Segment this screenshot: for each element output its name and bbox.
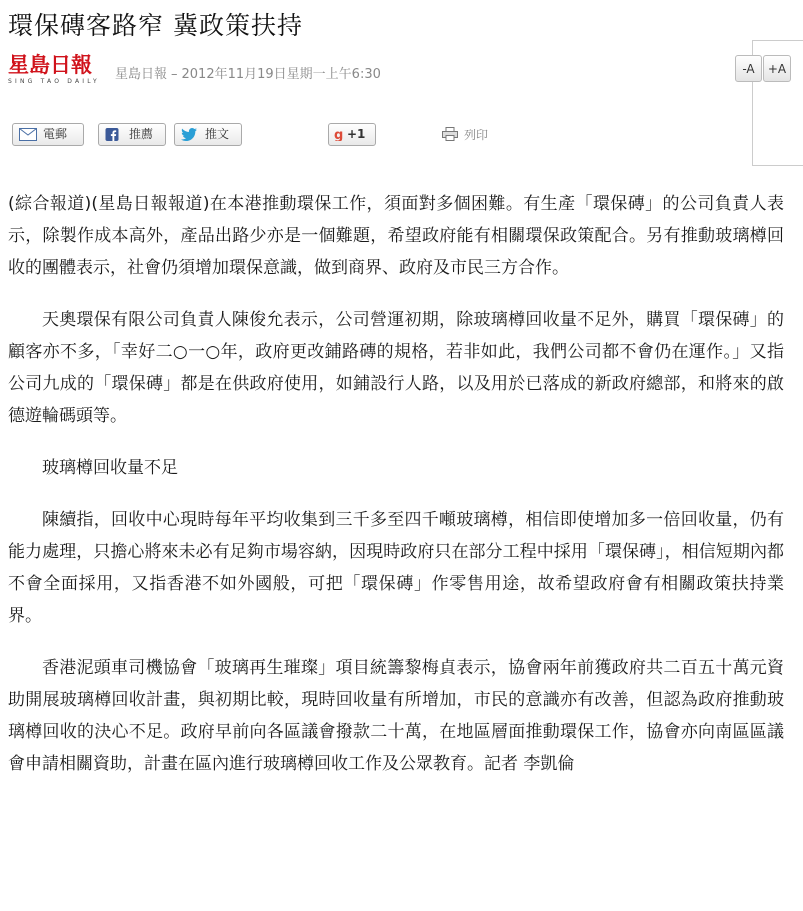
- logo-wordmark: 星島日報: [8, 53, 92, 77]
- facebook-icon: [105, 128, 119, 141]
- byline-date: 2012年11月19日星期一上午6:30: [181, 67, 381, 82]
- facebook-recommend-button[interactable]: [98, 123, 166, 146]
- logo-subtext: SING TAO DAILY: [8, 78, 100, 85]
- google-plus-label: +1: [347, 127, 366, 141]
- sing-tao-logo: [8, 54, 104, 90]
- email-button[interactable]: [12, 123, 84, 146]
- article-paragraph: 天奧環保有限公司負責人陳俊允表示，公司營運初期，除玻璃樽回收量不足外，購買「環保磚」的顧客亦不多，「幸好二○一○年，政府更改鋪路磚的規格，若非如此，我們公司都不會仍在運作。」又指公司九成的「環保磚」都是在供政府使用，如鋪設行人路，以及用於已落成的新政府總部，和將來的啟德遊輪碼頭等。: [8, 310, 784, 426]
- share-toolbar: [8, 120, 748, 150]
- font-size-panel: [742, 40, 803, 166]
- article-paragraph: 陳續指，回收中心現時每年平均收集到三千多至四千噸玻璃樽，相信即使增加多一倍回收量，仍有能力處理，只擔心將來未必有足夠市場容納，因現時政府只在部分工程中採用「環保磚」，相信短期內都不會全面採用，又指香港不如外國般，可把「環保磚」作零售用途，故希望政府會有相關政策扶持業界。: [8, 510, 784, 626]
- byline-meta: [115, 63, 381, 82]
- envelope-icon: [19, 128, 37, 141]
- twitter-tweet-button[interactable]: [174, 123, 242, 146]
- byline-source: 星島日報: [115, 67, 168, 82]
- byline-separator: –: [171, 67, 178, 82]
- facebook-label: 推薦: [129, 127, 154, 141]
- twitter-label: 推文: [205, 127, 230, 141]
- email-label: 電郵: [43, 127, 68, 141]
- article-subheading: 玻璃樽回收量不足: [42, 458, 178, 478]
- twitter-bird-icon: [181, 128, 197, 141]
- byline: [8, 54, 748, 90]
- print-label: 列印: [464, 128, 489, 142]
- svg-text:g: g: [334, 128, 344, 141]
- printer-icon: [442, 127, 458, 141]
- google-plus-icon: [334, 128, 344, 141]
- google-plus-one-button[interactable]: [328, 123, 376, 146]
- article-paragraph: 香港泥頭車司機協會「玻璃再生璀璨」項目統籌黎梅貞表示，協會兩年前獲政府共二百五十萬元資助開展玻璃樽回收計畫，與初期比較，現時回收量有所增加，市民的意識亦有改善，但認為政府推動玻璃樽回收的決心不足。政府早前向各區議會撥款二十萬，在地區層面推動環保工作，協會亦向南區區議會申請相關資助，計畫在區內進行玻璃樽回收工作及公眾教育。記者 李凱倫: [8, 658, 784, 774]
- font-smaller-button[interactable]: -A: [735, 55, 762, 82]
- article-paragraph: (綜合報道)(星島日報報道)在本港推動環保工作，須面對多個困難。有生產「環保磚」的公司負責人表示，除製作成本高外，產品出路少亦是一個難題，希望政府能有相關環保政策配合。另有推動玻璃樽回收的團體表示，社會仍須增加環保意識，做到商界、政府及市民三方合作。: [8, 194, 784, 278]
- font-larger-button[interactable]: +A: [763, 55, 791, 82]
- article-body: [8, 188, 784, 800]
- article-headline: 環保磚客路窄 冀政策扶持: [8, 11, 303, 40]
